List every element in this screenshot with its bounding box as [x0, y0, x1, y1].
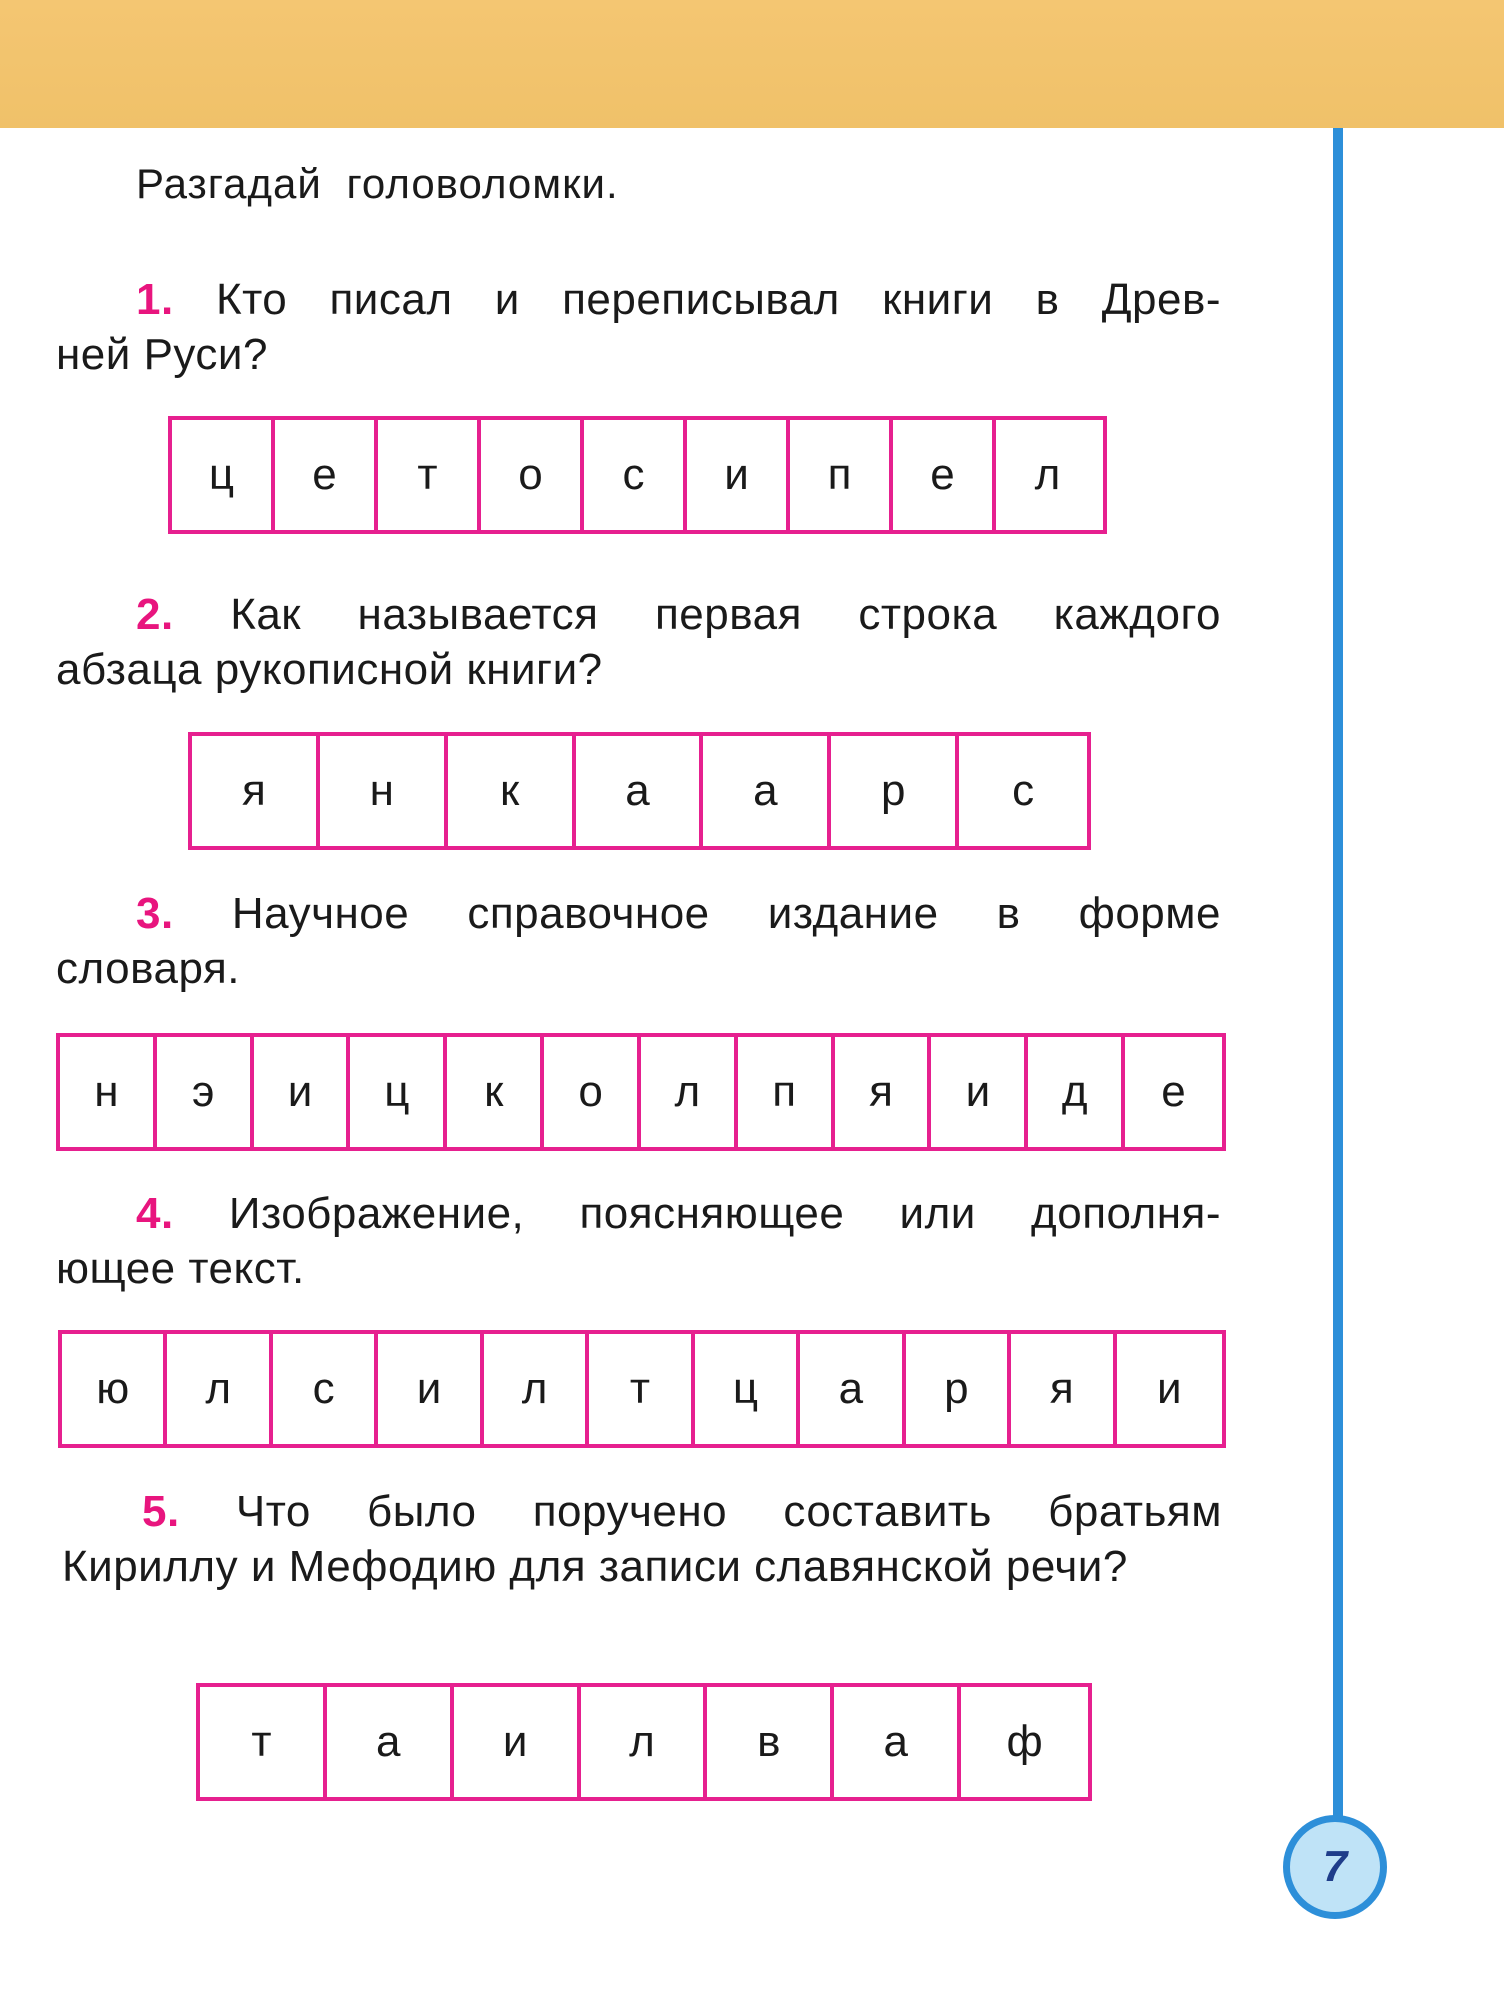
letter-cell[interactable]: л: [167, 1334, 272, 1444]
letter-grid-2: [188, 732, 1091, 850]
letter-cell[interactable]: а: [800, 1334, 905, 1444]
letter-cell[interactable]: с: [1012, 766, 1035, 815]
question-3-text: Научное справочное издание в форме: [231, 889, 1221, 938]
letter-cell[interactable]: л: [1034, 450, 1061, 499]
letter-cell[interactable]: л: [484, 1334, 589, 1444]
letter-cell[interactable]: я: [1011, 1334, 1116, 1444]
question-1-rest: ней Руси?: [56, 330, 268, 379]
question-3-rest: словаря.: [56, 944, 241, 993]
question-1-line1: [56, 272, 1221, 327]
letter-cell[interactable]: т: [378, 420, 481, 530]
question-2-number: 2.: [136, 590, 174, 639]
letter-cell[interactable]: д: [1028, 1037, 1125, 1147]
letter-cell[interactable]: п: [790, 420, 893, 530]
instruction-text: Разгадай головоломки.: [136, 160, 619, 207]
letter-cell[interactable]: я: [835, 1037, 932, 1147]
letter-cell[interactable]: ц: [350, 1037, 447, 1147]
letter-grid-1: [168, 416, 1107, 534]
letter-cell[interactable]: и: [378, 1334, 483, 1444]
question-5-rest: Кириллу и Мефодию для записи славянской речи?: [62, 1542, 1128, 1591]
question-2-rest: абзаца рукописной книги?: [56, 645, 603, 694]
question-5-number: 5.: [142, 1487, 180, 1536]
question-2: [56, 587, 1221, 697]
question-2-line1: [56, 587, 1221, 642]
question-3-number: 3.: [136, 889, 174, 938]
letter-cell[interactable]: и: [254, 1037, 351, 1147]
letter-cell[interactable]: ю: [62, 1334, 167, 1444]
question-5-line1: [62, 1484, 1222, 1539]
letter-cell[interactable]: ц: [695, 1334, 800, 1444]
letter-grid-3: [56, 1033, 1226, 1151]
letter-cell[interactable]: и: [454, 1687, 581, 1797]
question-5-text: Что было поручено составить братьям: [235, 1487, 1222, 1536]
question-4-text: Изображение, поясняющее или дополня-: [228, 1189, 1221, 1238]
letter-cell[interactable]: т: [589, 1334, 694, 1444]
question-1: [56, 272, 1221, 382]
letter-cell[interactable]: р: [831, 736, 959, 846]
letter-cell[interactable]: э: [157, 1037, 254, 1147]
letter-cell[interactable]: к: [448, 736, 576, 846]
question-3: [56, 886, 1221, 996]
top-color-band: [0, 0, 1504, 128]
letter-cell[interactable]: в: [707, 1687, 834, 1797]
letter-grid-5: [196, 1683, 1092, 1801]
question-2-text: Как называется первая строка каждого: [230, 590, 1221, 639]
letter-cell[interactable]: л: [641, 1037, 738, 1147]
question-1-text: Кто писал и переписывал книги в Древ-: [215, 275, 1221, 324]
letter-cell[interactable]: а: [834, 1687, 961, 1797]
page-number-badge: [1283, 1815, 1387, 1919]
letter-cell[interactable]: и: [687, 420, 790, 530]
letter-cell[interactable]: е: [1161, 1067, 1186, 1116]
question-4-number: 4.: [136, 1189, 174, 1238]
letter-cell[interactable]: п: [738, 1037, 835, 1147]
letter-cell[interactable]: а: [703, 736, 831, 846]
letter-cell[interactable]: к: [447, 1037, 544, 1147]
question-3-line1: [56, 886, 1221, 941]
question-1-number: 1.: [136, 275, 174, 324]
letter-cell[interactable]: ц: [172, 420, 275, 530]
question-4-rest: ющее текст.: [56, 1244, 305, 1293]
letter-grid-4: [58, 1330, 1226, 1448]
letter-cell[interactable]: и: [931, 1037, 1028, 1147]
side-blue-rule: [1333, 128, 1343, 1848]
letter-cell[interactable]: т: [200, 1687, 327, 1797]
letter-cell[interactable]: я: [192, 736, 320, 846]
question-5: [62, 1484, 1222, 1594]
letter-cell[interactable]: а: [576, 736, 704, 846]
letter-cell[interactable]: о: [544, 1037, 641, 1147]
question-4: [56, 1186, 1221, 1296]
letter-cell[interactable]: с: [273, 1334, 378, 1444]
letter-cell[interactable]: е: [893, 420, 996, 530]
letter-cell[interactable]: л: [581, 1687, 708, 1797]
letter-cell[interactable]: р: [906, 1334, 1011, 1444]
letter-cell[interactable]: е: [275, 420, 378, 530]
letter-cell[interactable]: а: [327, 1687, 454, 1797]
letter-cell[interactable]: о: [481, 420, 584, 530]
letter-cell[interactable]: н: [60, 1037, 157, 1147]
letter-cell[interactable]: с: [584, 420, 687, 530]
letter-cell[interactable]: н: [320, 736, 448, 846]
letter-cell[interactable]: ф: [1006, 1717, 1043, 1766]
page-number: 7: [1322, 1842, 1348, 1891]
question-4-line1: [56, 1186, 1221, 1241]
letter-cell[interactable]: и: [1156, 1364, 1182, 1413]
